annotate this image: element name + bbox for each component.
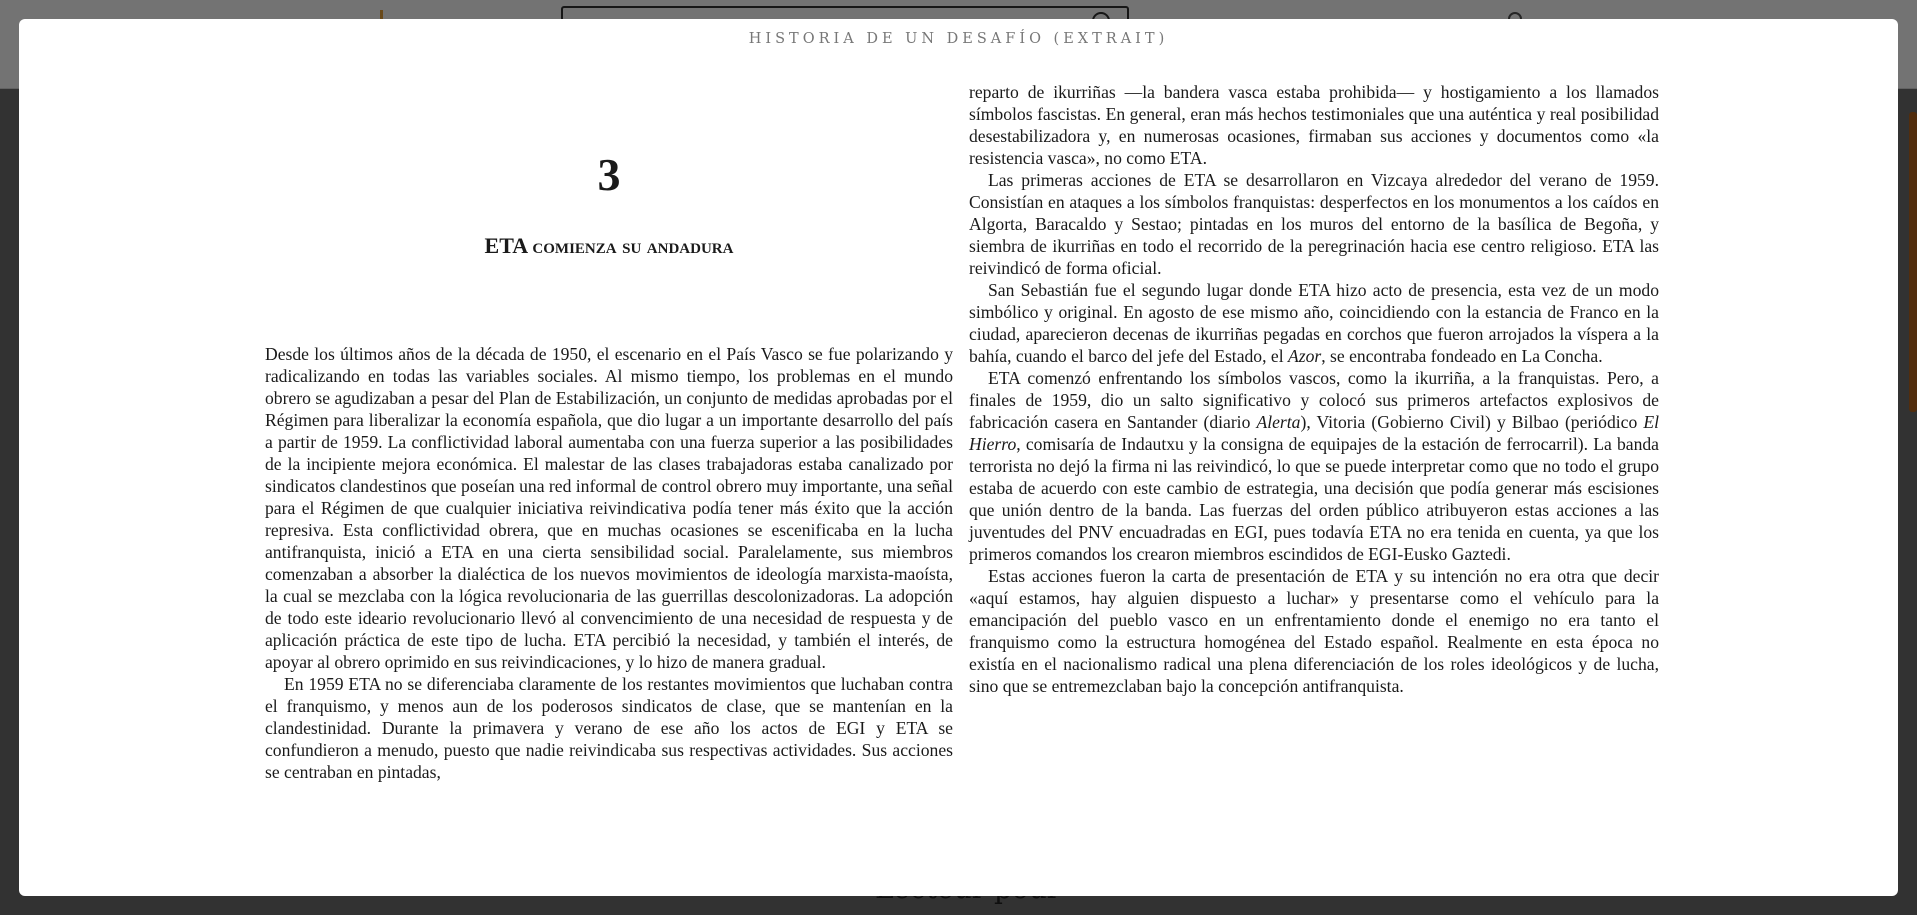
ship-name: Azor (1288, 346, 1322, 366)
paragraph (969, 367, 1659, 565)
paragraph-text: , comisaría de Indautxu y la consigna de equipajes de la estación de ferrocarril). La banda terrorista no dejó la firma ni las reivindicó, lo que se puede interpretar como que no todo el grupo estaba de acuerdo con este cambio de estrategia, una decisión que podía generar más escisiones que unión dentro de la banda. Las fuerzas del orden público atribuyeron estas acciones a las juventudes del PNV encuadradas en EGI, pues todavía ETA no era tenida en cuenta, ya que los primeros comandos los crearon miembros escindidos de EGI-Eusko Gaztedi. (969, 434, 1659, 564)
paragraph-text: ), Vitoria (Gobierno Civil) y Bilbao (periódico (1300, 412, 1644, 432)
newspaper-name: El Hierro (969, 412, 1659, 454)
paragraph (969, 279, 1659, 367)
page-left (265, 81, 953, 783)
paragraph: Estas acciones fueron la carta de presentación de ETA y su intención no era otra que decir «aquí estamos, hay alguien dispuesto a luchar» y presentarse como el vehículo para la emancipación del pueblo vasco en un enfrentamiento donde el enemigo no era tanto el franquismo como la estructura homogénea del Estado español. Realmente en esta época no existía en el nacionalismo radical una plena diferenciación de los roles ideológicos y de lucha, sino que se entremezclaban bajo la concepción antifranquista. (969, 566, 1659, 696)
paragraph: En 1959 ETA no se diferenciaba claramente de los restantes movimientos que luchaban contra el franquismo, y menos aun de los poderosos sindicatos de clase, que se mantenían en la clandestinidad. Durante la primavera y verano de ese año los actos de EGI y ETA se confundieron a menudo, puesto que nadie reivindicaba sus respectivas actividades. Sus acciones se centraban en pintadas, (265, 674, 953, 782)
modal-title: HISTORIA DE UN DESAFÍO (EXTRAIT) (748, 31, 1169, 47)
paragraph-text: , se encontraba fondeado en La Concha. (1321, 346, 1603, 366)
paragraph-text: San Sebastián fue el segundo lugar donde ETA hizo acto de presencia, esta vez de un modo simbólico y original. En agosto de ese mismo año, coincidiendo con la estancia de Franco en la ciudad, aparecieron decenas de ikurriñas pegadas en corchos que fueron arrojados la víspera a la bahía, cuando el barco del jefe del Estado, el (969, 280, 1659, 366)
chapter-title: ETA comienza su andadura (484, 233, 734, 258)
paragraph: reparto de ikurriñas —la bandera vasca estaba prohibida— y hostigamiento a los llamados símbolos fascistas. En general, eran más hechos testimoniales que una auténtica y real posibilidad desestabilizadora y, en numerosas ocasiones, firmaban sus acciones y documentos como «la resistencia vasca», no como ETA. (969, 82, 1659, 168)
paragraph-text: ETA comenzó enfrentando los símbolos vascos, como la ikurriña, a la franquistas. Pero, a finales de 1959, dio un salto significativo y colocó sus primeros artefactos explosivos de fabricación casera en Santander (diario (969, 368, 1659, 432)
chapter-number: 3 (597, 149, 621, 200)
excerpt-modal (19, 19, 1898, 896)
paragraph: Las primeras acciones de ETA se desarrollaron en Vizcaya alrededor del verano de 1959. Consistían en ataques a los símbolos franquistas: desperfectos en los monumentos a los caídos en Algorta, Baracaldo y Sestao; pintadas en los muros del entorno de la basílica de Begoña, y siembra de ikurriñas en todo el recorrido de la peregrinación hacia ese centro religioso. ETA las reivindicó de forma oficial. (969, 170, 1659, 278)
newspaper-name: Alerta (1256, 412, 1301, 432)
paragraph: Desde los últimos años de la década de 1950, el escenario en el País Vasco se fue polarizando y radicalizando en todas las variables sociales. Al mismo tiempo, los problemas en el mundo obrero se agudizaban a pesar del Plan de Estabilización, un conjunto de medidas aprobadas por el Régimen para liberalizar la economía española, que dio lugar a un importante desarrollo del país a partir de 1959. La conflictividad laboral aumentaba con una fuerza superior a las posibilidades de la incipiente mejora económica. El malestar de las clases trabajadoras estaba canalizado por sindicatos clandestinos que poseían una red informal de control obrero muy importante, una señal para el Régimen de que cualquier iniciativa reivindicativa podía tener más éxito que la acción represiva. Esta conflictividad obrera, que en muchas ocasiones se escenificaba en la lucha antifranquista, inició a ETA en una cierta sensibilidad social. Paralelamente, sus miembros comenzaban a absorber la dialéctica de los nuevos movimientos de ideología marxista-maoísta, la cual se mezclaba con la lógica revolucionaria de las guerrillas descolonizadoras. La adopción de todo este ideario revolucionario llevó al convencimiento de una necesidad de respuesta y de aplicación práctica de este tipo de lucha. ETA percibió la necesidad, y también el interés, de apoyar al obrero oprimido en sus reivindicaciones, y lo hizo de manera gradual. (265, 344, 953, 672)
page-right (969, 81, 1659, 697)
